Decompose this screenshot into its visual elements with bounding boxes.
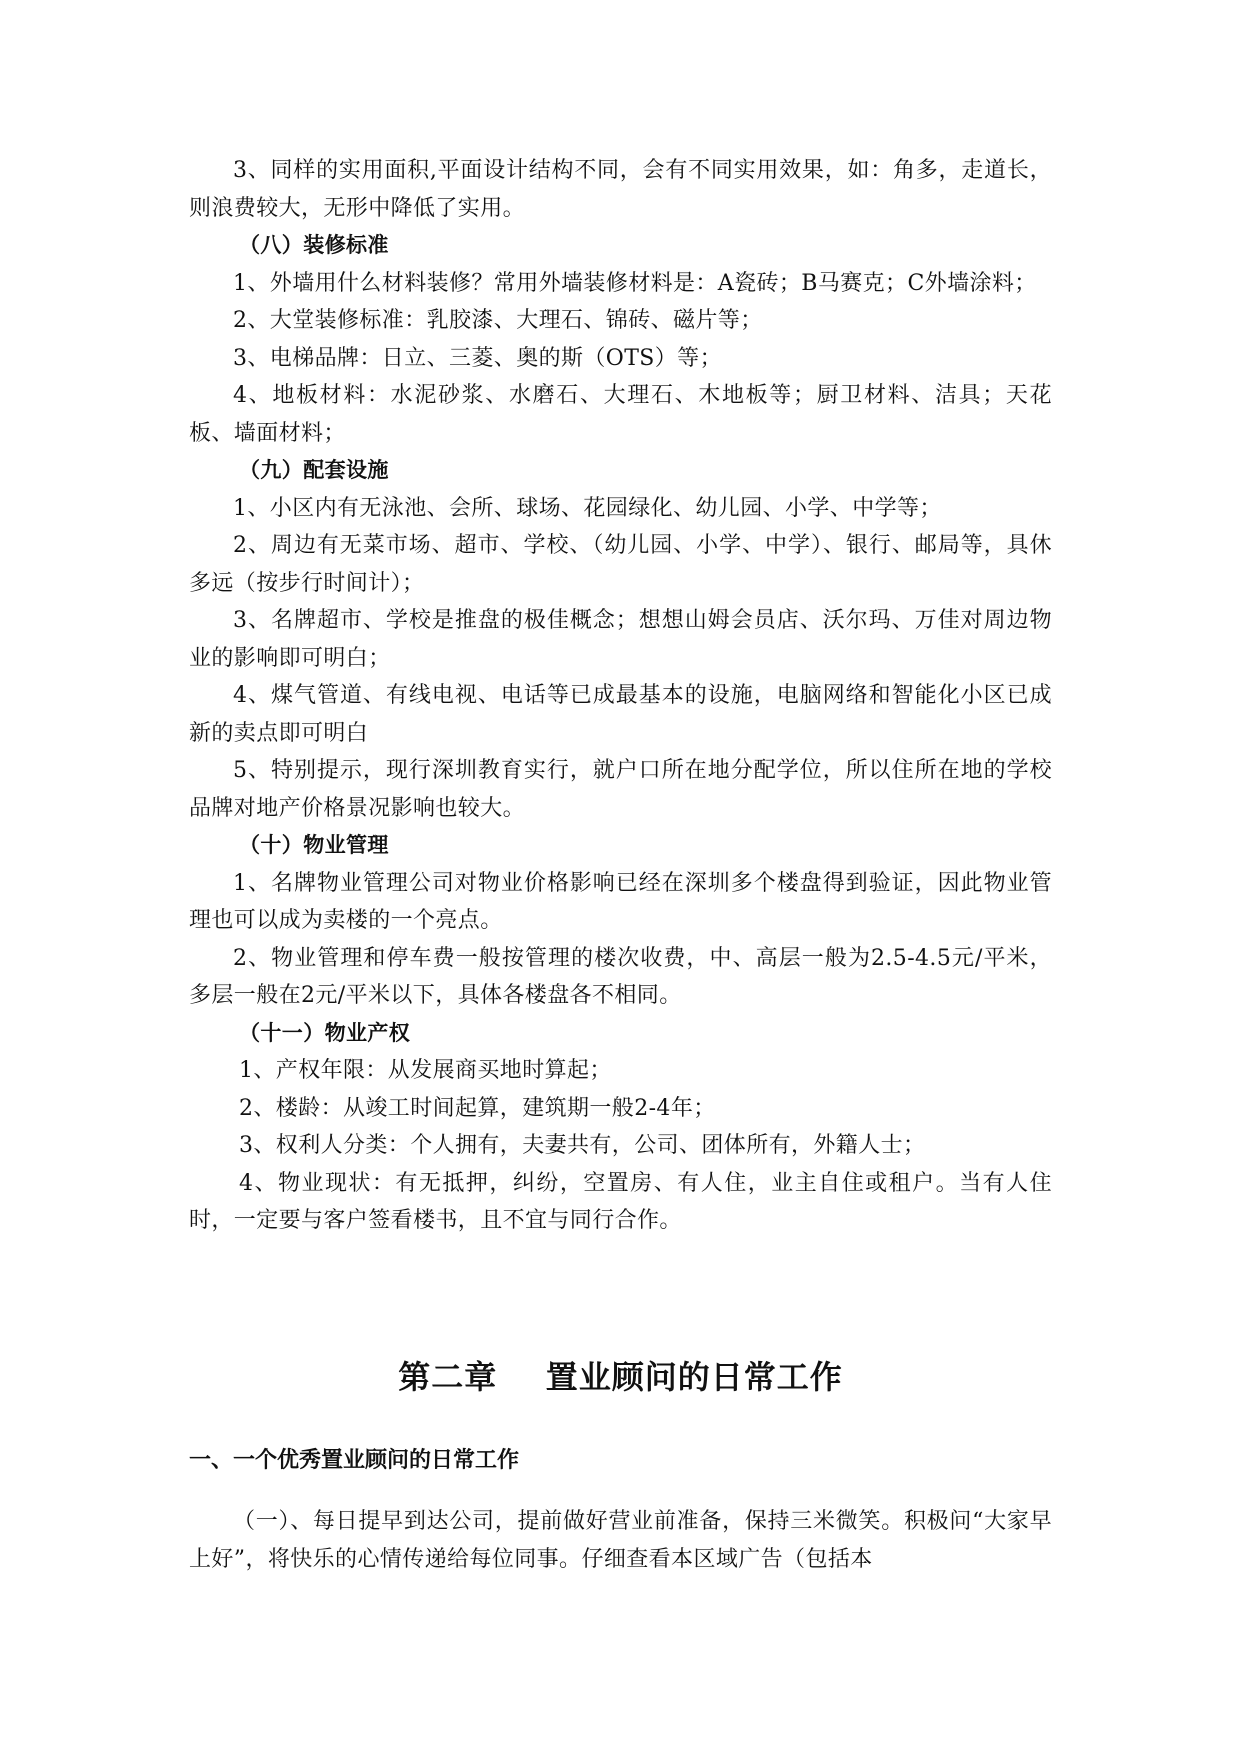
paragraph: 1、外墙用什么材料装修？常用外墙装修材料是：A瓷砖；B马赛克；C外墙涂料； (233, 270, 1037, 296)
list-item: 2、楼龄：从竣工时间起算，建筑期一般2-4年； (239, 1095, 716, 1121)
section-heading: （十一）物业产权 (239, 1020, 411, 1045)
paragraph: 3、名牌超市、学校是推盘的极佳概念；想想山姆会员店、沃尔玛、万佳对周边物业的影响即可明白； (189, 608, 1052, 671)
list-item: 4、物业现状：有无抵押，纠纷，空置房、有人住，业主自住或租户。当有人住时，一定要与客户签看楼书，且不宜与同行合作。 (189, 1170, 1052, 1233)
paragraph: 5、特别提示，现行深圳教育实行，就户口所在地分配学位，所以住所在地的学校品牌对地产价格景况影响也较大。 (189, 758, 1052, 821)
body-text (189, 152, 1052, 1240)
closing-paragraph: （一）、每日提早到达公司，提前做好营业前准备，保持三米微笑。积极问“大家早上好”，将快乐的心情传递给每位同事。仔细查看本区域广告（包括本 (189, 1509, 1052, 1572)
paragraph: 3、同样的实用面积,平面设计结构不同，会有不同实用效果，如：角多，走道长，则浪费较大，无形中降低了实用。 (189, 158, 1052, 221)
section-heading: （八）装修标准 (239, 233, 389, 257)
paragraph: 2、物业管理和停车费一般按管理的楼次收费，中、高层一般为2.5-4.5元/平米，多层一般在2元/平米以下，具体各楼盘各不相同。 (189, 945, 1052, 1008)
paragraph: 1、小区内有无泳池、会所、球场、花园绿化、幼儿园、小学、中学等； (233, 495, 942, 521)
paragraph: 4、地板材料：水泥砂浆、水磨石、大理石、木地板等；厨卫材料、洁具；天花板、墙面材料； (189, 383, 1052, 446)
section-heading: （九）配套设施 (239, 458, 389, 482)
paragraph: 2、周边有无菜市场、超市、学校、（幼儿园、小学、中学）、银行、邮局等，具休多远（按步行时间计）； (189, 533, 1052, 596)
paragraph: 2、大堂装修标准：乳胶漆、大理石、锦砖、磁片等； (233, 308, 763, 333)
section-heading: （十）物业管理 (239, 833, 389, 857)
chapter-title: 第二章 置业顾问的日常工作 (398, 1358, 843, 1396)
paragraph: 1、名牌物业管理公司对物业价格影响已经在深圳多个楼盘得到验证，因此物业管理也可以成为卖楼的一个亮点。 (189, 870, 1052, 933)
section-title: 一、一个优秀置业顾问的日常工作 (189, 1448, 520, 1473)
paragraph: 3、电梯品牌：日立、三菱、奥的斯（OTS）等； (233, 345, 722, 371)
list-item: 1、产权年限：从发展商买地时算起； (239, 1058, 612, 1083)
paragraph: 4、煤气管道、有线电视、电话等已成最基本的设施，电脑网络和智能化小区已成新的卖点即可明白 (189, 683, 1052, 746)
list-item: 3、权利人分类：个人拥有，夫妻共有，公司、团体所有，外籍人士； (239, 1133, 926, 1158)
